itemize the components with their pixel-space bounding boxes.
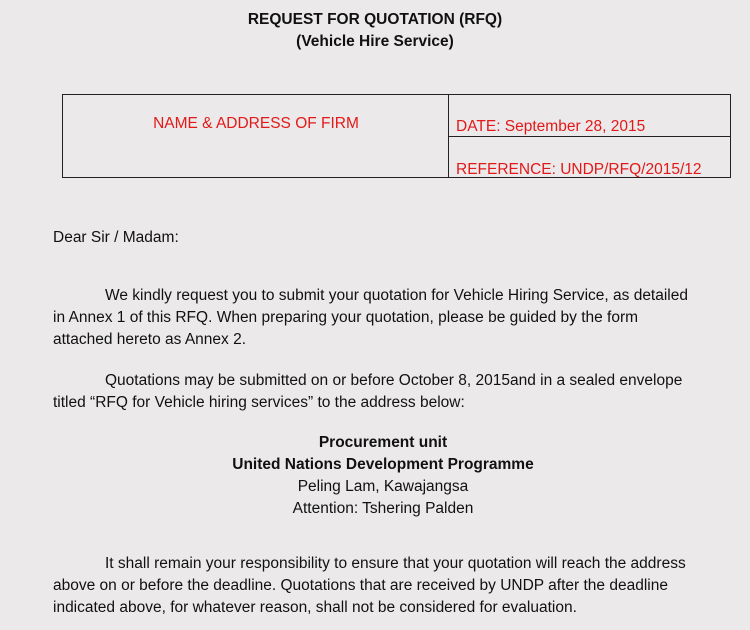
address-attention: Attention: Tshering Palden <box>292 500 474 517</box>
paragraph-line: attached hereto as Annex 2. <box>53 331 247 348</box>
document-subtitle: (Vehicle Hire Service) <box>296 33 454 50</box>
firm-info-table <box>62 94 731 178</box>
paragraph-line: in Annex 1 of this RFQ. When preparing your quotation, please be guided by the form <box>53 309 639 326</box>
paragraph-submission <box>53 370 715 414</box>
reference-label: REFERENCE: UNDP/RFQ/2015/12 <box>456 161 702 178</box>
paragraph-line: titled “RFQ for Vehicle hiring services” to the address below: <box>53 394 465 411</box>
paragraph-line: We kindly request you to submit your quotation for Vehicle Hiring Service, as detailed <box>105 287 688 304</box>
paragraph-line: It shall remain your responsibility to ensure that your quotation will reach the address <box>105 555 686 572</box>
date-label: DATE: September 28, 2015 <box>456 118 646 135</box>
document-title: REQUEST FOR QUOTATION (RFQ) <box>247 11 503 28</box>
address-block <box>0 432 750 520</box>
paragraph-line: Quotations may be submitted on or before October 8, 2015and in a sealed envelope <box>105 372 683 389</box>
paragraph-line: above on or before the deadline. Quotations that are received by UNDP after the deadline <box>53 577 668 594</box>
salutation: Dear Sir / Madam: <box>53 229 179 246</box>
address-location: Peling Lam, Kawajangsa <box>297 478 469 495</box>
address-unit: Procurement unit <box>318 434 448 451</box>
paragraph-line: indicated above, for whatever reason, shall not be considered for evaluation. <box>53 599 577 616</box>
address-organization: United Nations Development Programme <box>232 456 534 473</box>
firm-name-cell <box>63 95 449 177</box>
paragraph-responsibility <box>53 553 715 619</box>
firm-name-label: NAME & ADDRESS OF FIRM <box>153 115 359 132</box>
paragraph-request <box>53 285 715 351</box>
